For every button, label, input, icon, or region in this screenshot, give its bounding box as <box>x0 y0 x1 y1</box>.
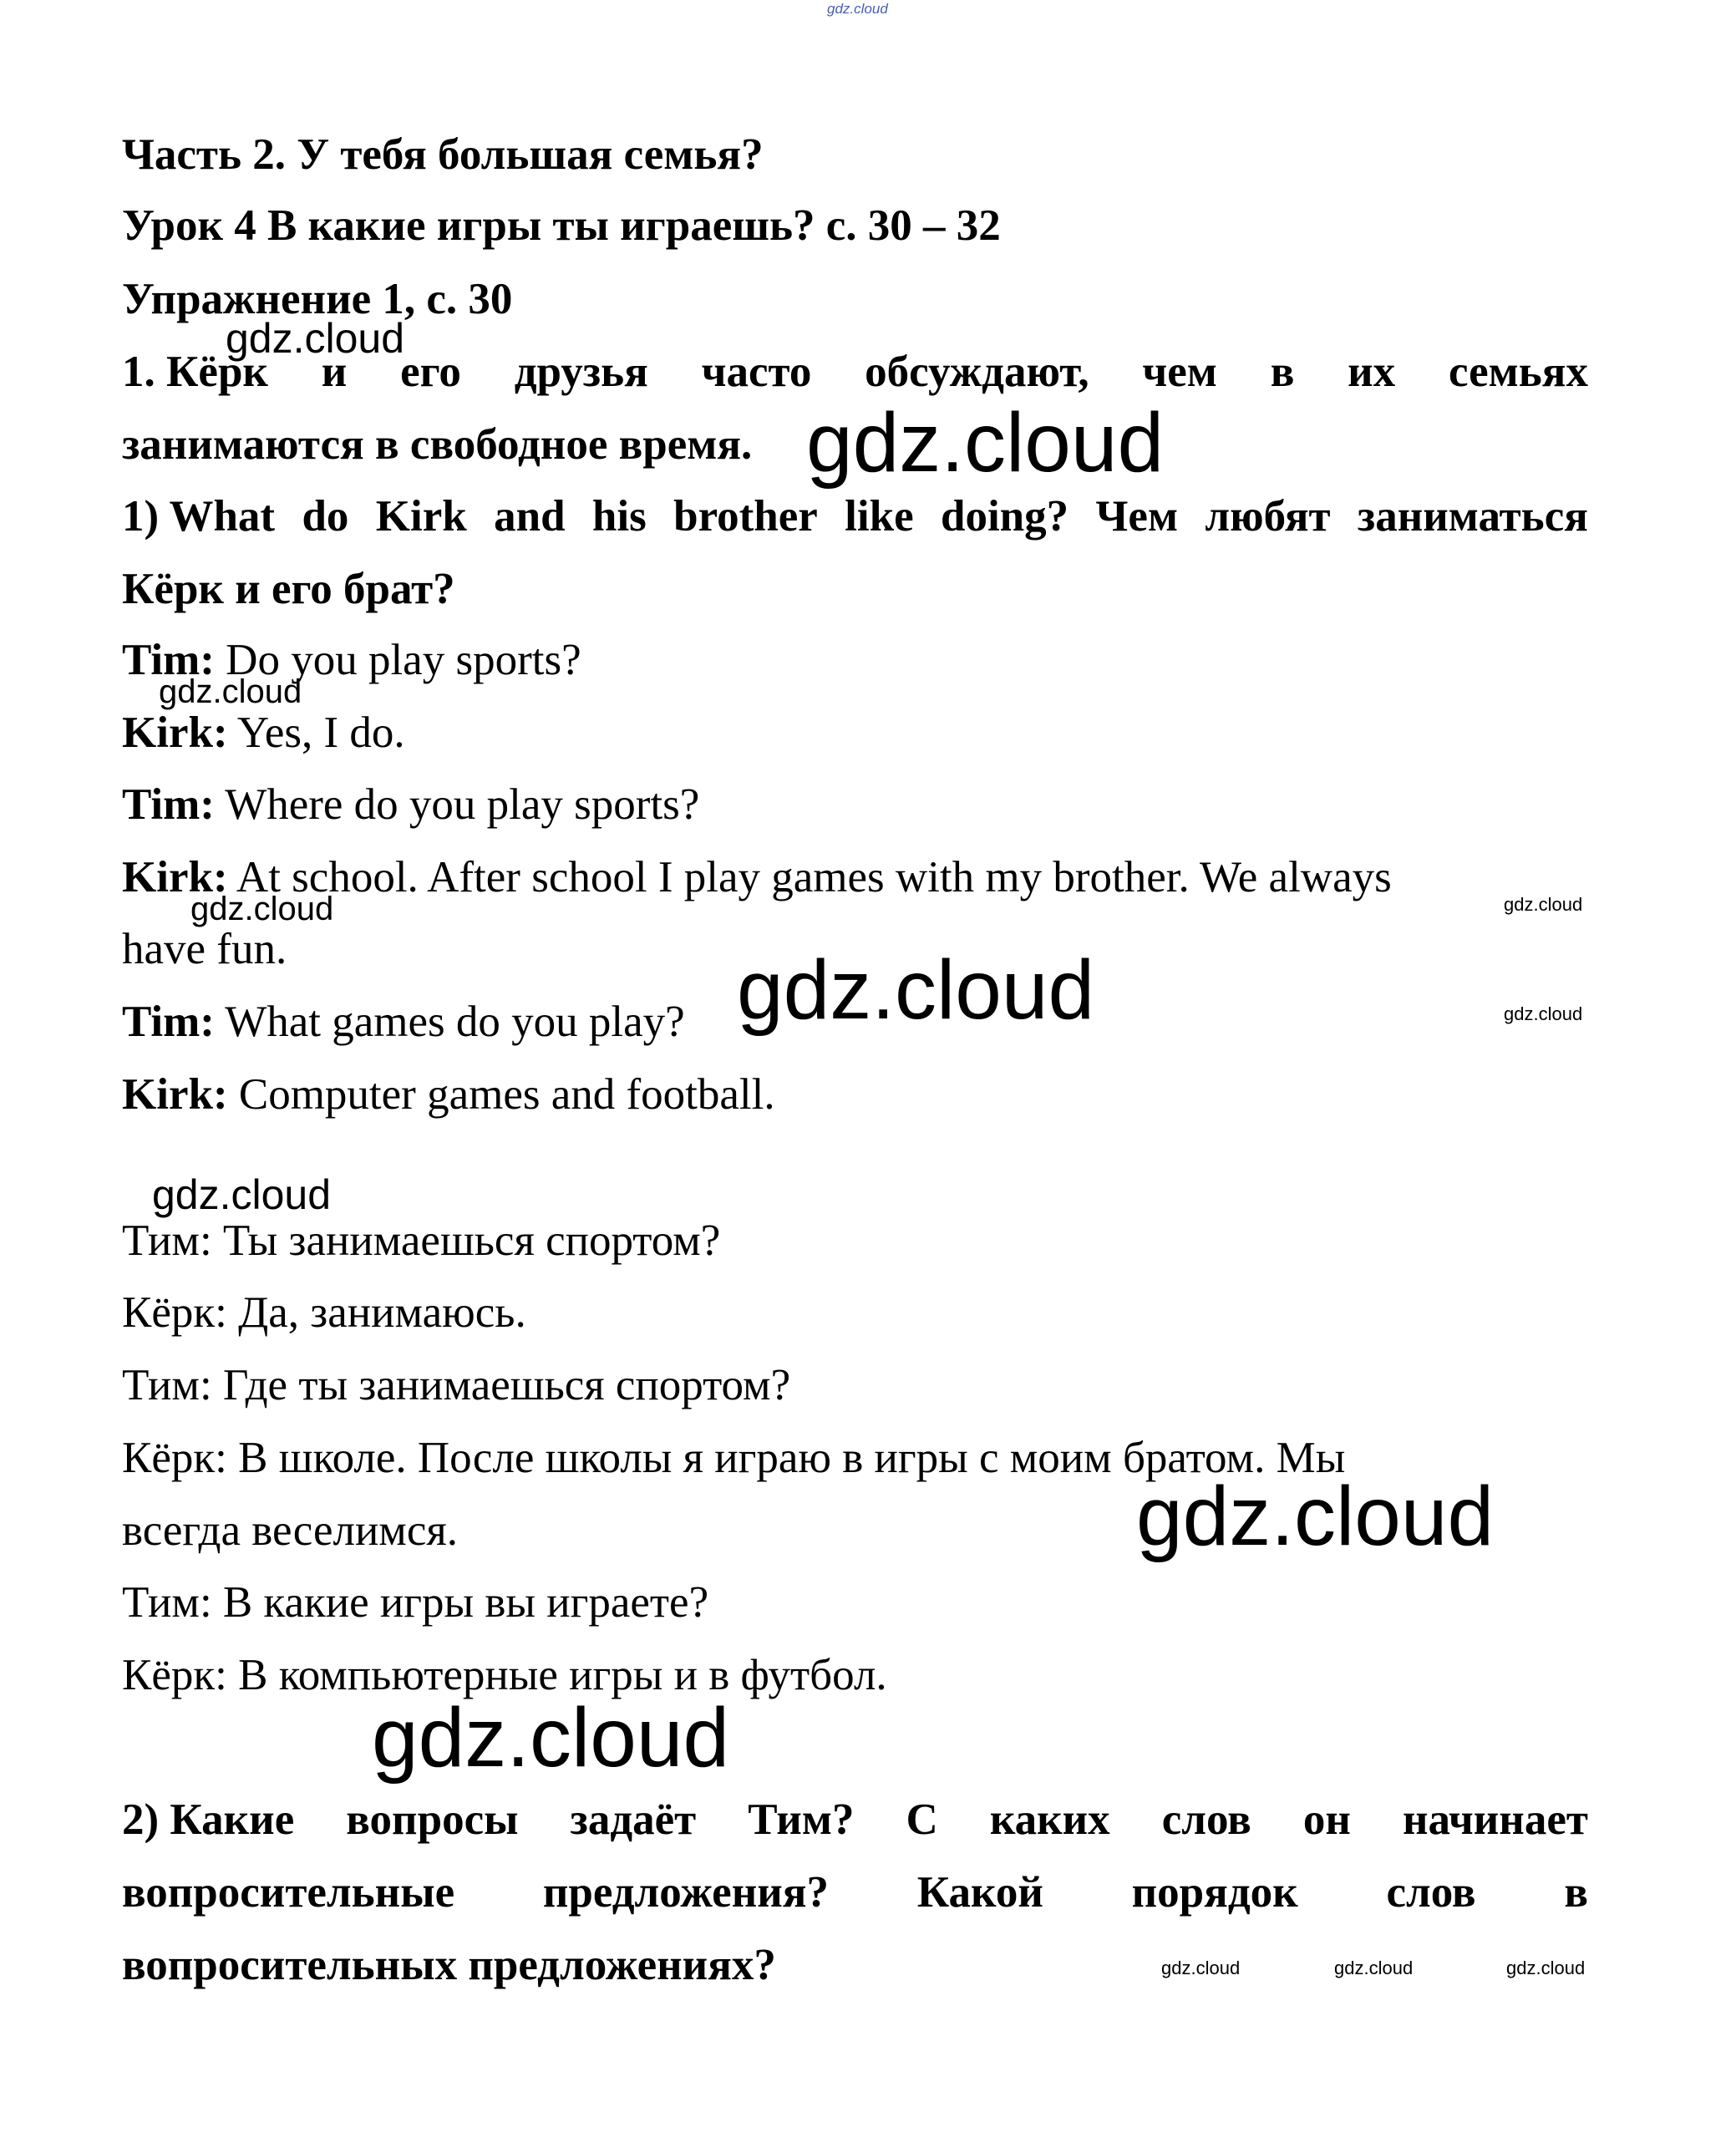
word: слов <box>1386 1868 1476 1917</box>
speaker: Kirk: <box>122 853 228 901</box>
dialog-en-line <box>122 924 287 974</box>
word: вопросы <box>346 1795 519 1844</box>
word: слов <box>1161 1795 1251 1844</box>
watermark: gdz.cloud <box>737 943 1095 1037</box>
word: 1. Кёрк <box>122 348 268 396</box>
watermark: gdz.cloud <box>1136 1470 1495 1563</box>
sub2-line1 <box>122 1795 1588 1845</box>
dialog-en-line <box>122 708 405 758</box>
speaker: Kirk: <box>122 708 228 757</box>
word: порядок <box>1131 1868 1298 1917</box>
word: он <box>1302 1795 1351 1844</box>
word: Тим? <box>748 1795 855 1844</box>
word: 1) What <box>122 492 276 541</box>
sub1-line2: Кёрк и его брат? <box>122 565 455 613</box>
watermark: gdz.cloud <box>159 673 302 710</box>
word: заниматься <box>1357 492 1588 541</box>
word: его <box>400 348 461 396</box>
sub2-line3: вопросительных предложениях? <box>122 1941 776 1989</box>
dialog-ru-line: Тим: В какие игры вы играете? <box>122 1578 709 1627</box>
watermark: gdz.cloud <box>1504 1003 1583 1024</box>
dialog-ru-line: Тим: Ты занимаешься спортом? <box>122 1216 721 1265</box>
task1-line1 <box>122 347 1588 397</box>
word: начинает <box>1402 1795 1588 1844</box>
word: like <box>845 492 914 541</box>
dialog-en-line <box>122 997 685 1047</box>
exercise-heading: Упражнение 1, с. 30 <box>122 275 513 323</box>
watermark: gdz.cloud <box>1334 1958 1414 1978</box>
word: в <box>1270 348 1295 396</box>
word: brother <box>673 492 818 541</box>
speaker: Kirk: <box>122 1070 228 1119</box>
watermark: gdz.cloud <box>1504 894 1583 915</box>
watermark: gdz.cloud <box>226 315 405 362</box>
dialog-ru-line: Кёрк: В школе. После школы я играю в игры с моим братом. Мы <box>122 1434 1346 1482</box>
dialog-en-line <box>122 1069 775 1120</box>
word: семьях <box>1448 348 1588 396</box>
word: каких <box>989 1795 1110 1844</box>
sub1-line1 <box>122 491 1588 541</box>
word: Какой <box>916 1868 1043 1917</box>
utterance: Yes, I do. <box>227 708 405 757</box>
watermark-top: gdz.cloud <box>827 1 888 17</box>
word: С <box>906 1795 938 1844</box>
word: Kirk <box>375 492 467 541</box>
word: любят <box>1205 492 1331 541</box>
word: задаёт <box>570 1795 697 1844</box>
dialog-en-line <box>122 779 699 830</box>
watermark: gdz.cloud <box>806 396 1165 490</box>
word: чем <box>1142 348 1217 396</box>
dialog-ru-line: всегда веселимся. <box>122 1506 459 1555</box>
watermark: gdz.cloud <box>152 1171 332 1218</box>
word: Чем <box>1095 492 1179 541</box>
word: предложения? <box>542 1868 829 1917</box>
word: друзья <box>514 348 648 396</box>
part-heading: Часть 2. У тебя большая семья? <box>122 130 764 179</box>
word: обсуждают, <box>865 348 1089 396</box>
utterance: Where do you play sports? <box>214 780 700 829</box>
word: вопросительные <box>122 1868 455 1917</box>
word: his <box>591 492 647 541</box>
dialog-ru-line: Кёрк: В компьютерные игры и в футбол. <box>122 1651 887 1699</box>
utterance: What games do you play? <box>214 998 685 1046</box>
word: and <box>494 492 566 541</box>
speaker: Tim: <box>122 780 215 829</box>
lesson-heading: Урок 4 В какие игры ты играешь? с. 30 – 32 <box>122 201 1001 250</box>
sub2-line2 <box>122 1867 1588 1917</box>
watermark: gdz.cloud <box>372 1691 730 1785</box>
speaker: Tim: <box>122 998 215 1046</box>
word: и <box>321 348 348 396</box>
dialog-ru-line: Кёрк: Да, занимаюсь. <box>122 1288 526 1337</box>
word: do <box>302 492 349 541</box>
word: doing? <box>940 492 1069 541</box>
watermark: gdz.cloud <box>1506 1958 1586 1978</box>
speaker: Tim: <box>122 636 215 684</box>
utterance: Do you play sports? <box>214 636 581 684</box>
word: в <box>1564 1868 1588 1917</box>
task1-line2: занимаются в свободное время. <box>122 420 753 469</box>
word: их <box>1348 348 1396 396</box>
utterance: Computer games and football. <box>227 1070 775 1119</box>
word: 2) Какие <box>122 1795 295 1844</box>
watermark: gdz.cloud <box>1161 1958 1241 1978</box>
utterance: At school. After school I play games with my brother. We always <box>227 853 1392 901</box>
watermark: gdz.cloud <box>190 891 334 927</box>
dialog-ru-line: Тим: Где ты занимаешься спортом? <box>122 1361 791 1409</box>
word: часто <box>701 348 812 396</box>
utterance: have fun. <box>122 925 287 973</box>
